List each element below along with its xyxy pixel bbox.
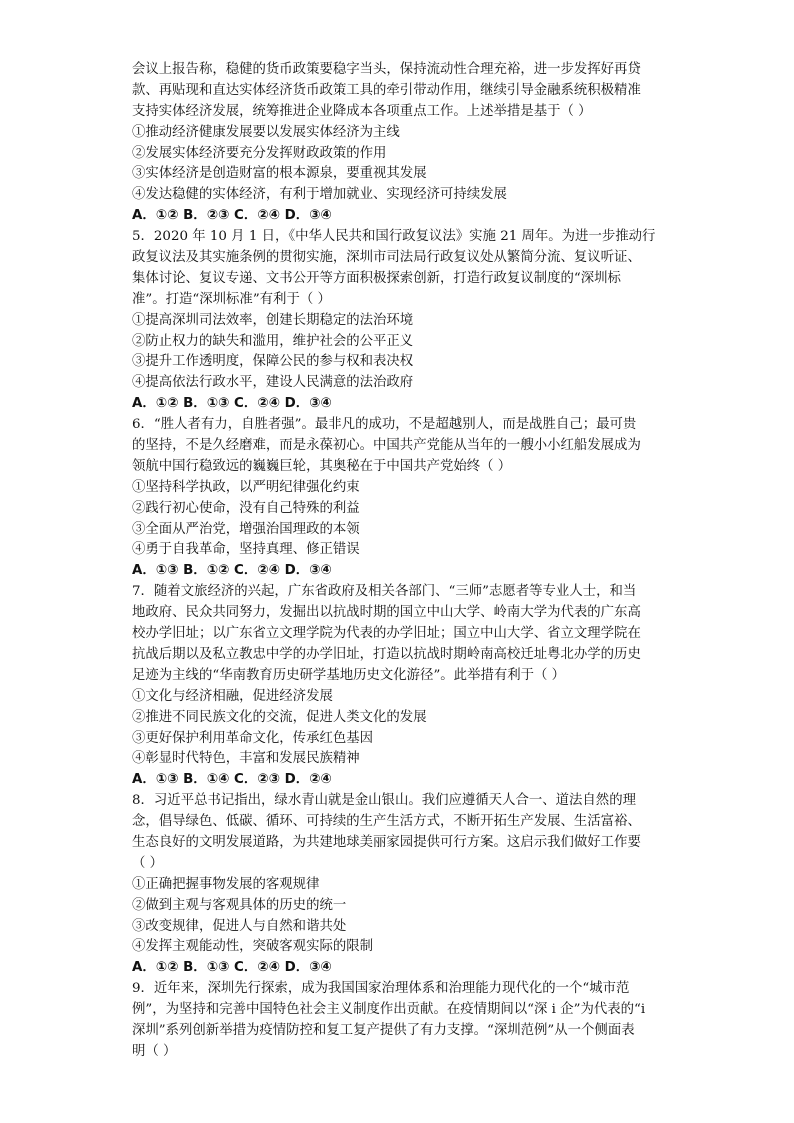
question-9 (132, 979, 672, 1063)
question-5 (132, 227, 672, 415)
question-5-choice-1: ①提高深圳司法效率，创建长期稳定的法治环境 (132, 312, 414, 328)
question-5-stem-line: 政复议法及其实施条例的贯彻实施，深圳市司法局行政复议处从繁简分流、复议听证、 (132, 250, 641, 266)
question-8-stem-line: （ ） (132, 855, 164, 871)
question-9-stem-line: 明（ ） (132, 1043, 177, 1059)
question-7-stem-line: 地政府、民众共同努力，发掘出以抗战时期的国立中山大学、岭南大学为代表的广东高 (132, 605, 641, 621)
question-4-stem-line: 会议上报告称，稳健的货币政策要稳字当头，保持流动性合理充裕，进一步发挥好再贷 (132, 62, 641, 77)
question-7-choice-3: ③更好保护利用革命文化，传承红色基因 (132, 730, 374, 746)
question-6-stem-line: 的坚持，不是久经磨难，而是永葆初心。中国共产党能从当年的一艘小小红船发展成为 (132, 438, 641, 454)
question-7-stem-line: 抗战后期以及私立教忠中学的办学旧址，打造以抗战时期岭南高校迁址粤北办学的历史 (132, 646, 641, 662)
question-8-stem-line: 念，倡导绿色、低碳、循环、可持续的生产生活方式，不断开拓生产发展、生活富裕、 (132, 814, 641, 830)
question-9-stem-line: 9．近年来，深圳先行探索，成为我国国家治理体系和治理能力现代化的一个“城市范 (132, 981, 630, 997)
question-6-stem-line: 领航中国行稳致远的巍巍巨轮，其奥秘在于中国共产党始终（ ） (132, 458, 512, 474)
question-8-choice-3: ③改变规律，促进人与自然和谐共处 (132, 918, 347, 934)
question-8-choice-2: ②做到主观与客观具体的历史的统一 (132, 897, 347, 913)
question-4-stem-line: 支持实体经济发展，统筹推进企业降成本各项重点工作。上述举措是基于（ ） (132, 103, 592, 119)
question-6-choice-3: ③全面从严治党，增强治国理政的本领 (132, 521, 360, 537)
question-7-choice-2: ②推进不同民族文化的交流，促进人类文化的发展 (132, 709, 427, 725)
question-4-choice-1: ①推动经济健康发展要以发展实体经济为主线 (132, 124, 400, 140)
question-8 (132, 791, 672, 979)
question-4-choice-3: ③实体经济是创造财富的根本源泉，要重视其发展 (132, 166, 427, 182)
question-5-choice-3: ③提升工作透明度，保障公民的参与权和表决权 (132, 354, 414, 370)
question-5-stem-line: 集体讨论、复议专递、文书公开等方面积极探索创新，打造行政复议制度的“深圳标 (132, 270, 621, 286)
question-5-stem-line: 准”。打造“深圳标准”有利于（ ） (132, 291, 331, 307)
question-4-answer-options: A．①② B．②③ C．②④ D．③④ (132, 208, 332, 224)
question-4-tail (132, 60, 672, 227)
question-7-choice-1: ①文化与经济相融，促进经济发展 (132, 688, 333, 704)
question-4-stem-line: 款、再贴现和直达实体经济货币政策工具的牵引带动作用，继续引导金融系统积极精准 (132, 82, 641, 98)
question-8-answer-options: A．①② B．①③ C．②④ D．③④ (132, 960, 332, 976)
question-7 (132, 582, 672, 791)
question-6-choice-2: ②践行初心使命，没有自己特殊的利益 (132, 500, 360, 516)
question-6 (132, 415, 672, 582)
question-5-answer-options: A．①② B．①③ C．②④ D．③④ (132, 396, 332, 412)
question-5-stem-line: 5．2020 年 10 月 1 日，《中华人民共和国行政复议法》实施 21 周年。为进一步推动行 (132, 229, 656, 245)
question-4-choice-4: ④发达稳健的实体经济，有利于增加就业、实现经济可持续发展 (132, 187, 507, 203)
question-7-choice-4: ④彰显时代特色，丰富和发展民族精神 (132, 751, 360, 767)
question-9-stem-line: 深圳”系列创新举措为疫情防控和复工复产提供了有力支撑。“深圳范例”从一个侧面表 (132, 1022, 635, 1038)
question-5-choice-4: ④提高依法行政水平，建设人民满意的法治政府 (132, 375, 414, 391)
question-7-stem-line: 足迹为主线的“华南教育历史研学基地历史文化游径”。此举措有利于（ ） (132, 667, 566, 683)
question-8-stem-line: 8．习近平总书记指出，绿水青山就是金山银山。我们应遵循天人合一、道法自然的理 (132, 793, 636, 809)
exam-page (132, 60, 672, 1063)
question-5-choice-2: ②防止权力的缺失和滥用，维护社会的公平正义 (132, 333, 414, 349)
question-7-answer-options: A．①③ B．①④ C．②③ D．②④ (132, 772, 332, 788)
question-9-stem-line: 例”，为坚持和完善中国特色社会主义制度作出贡献。在疫情期间以“深 i 企”为代表的“i (132, 1002, 646, 1018)
question-8-choice-4: ④发挥主观能动性，突破客观实际的限制 (132, 939, 374, 955)
question-6-answer-options: A．①③ B．①② C．②④ D．③④ (132, 563, 332, 579)
question-6-choice-1: ①坚持科学执政，以严明纪律强化约束 (132, 479, 360, 495)
question-4-choice-2: ②发展实体经济要充分发挥财政政策的作用 (132, 145, 387, 161)
question-6-choice-4: ④勇于自我革命，坚持真理、修正错误 (132, 542, 360, 558)
question-8-choice-1: ①正确把握事物发展的客观规律 (132, 876, 320, 892)
question-7-stem-line: 校办学旧址；以广东省立文理学院为代表的办学旧址；国立中山大学、省立文理学院在 (132, 626, 641, 642)
question-7-stem-line: 7．随着文旅经济的兴起，广东省政府及相关各部门、“三师”志愿者等专业人士，和当 (132, 584, 637, 600)
question-8-stem-line: 生态良好的文明发展道路，为共建地球美丽家园提供可行方案。这启示我们做好工作要 (132, 834, 641, 850)
question-6-stem-line: 6．“胜人者有力，自胜者强”。最非凡的成功，不是超越别人，而是战胜自己；最可贵 (132, 417, 637, 433)
